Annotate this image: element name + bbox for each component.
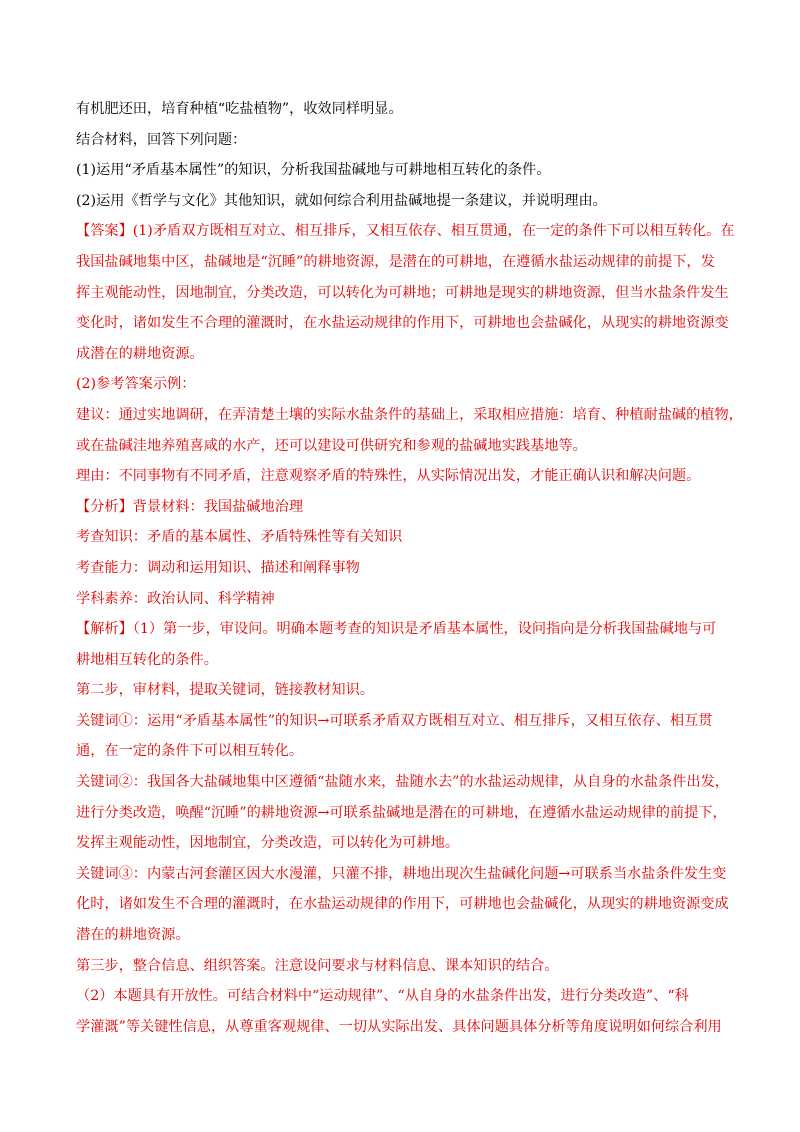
answer-line: 【答案】(1)矛盾双方既相互对立、相互排斥，又相互依存、相互贯通，在一定的条件下可以相互转化。在 (76, 223, 735, 240)
text-line: 结合材料，回答下列问题： (76, 131, 247, 148)
answer-line: 我国盐碱地集中区，盐碱地是“沉睡”的耕地资源，是潜在的可耕地，在遵循水盐运动规律的前提下，发 (76, 253, 715, 270)
explanation-line: （2）本题具有开放性。可结合材料中“运动规律”、“从自身的水盐条件出发，进行分类改造”、“科 (76, 988, 689, 1005)
explanation-line: 第二步，审材料，提取关键词，链接教材知识。 (76, 682, 374, 699)
question-2: (2)运用《哲学与文化》其他知识，就如何综合利用盐碱地提一条建议，并说明理由。 (76, 192, 607, 209)
explanation-line: 【解析】（1）第一步，审设问。明确本题考查的知识是矛盾基本属性，设问指向是分析我国盐碱地与可 (76, 621, 717, 638)
explanation-line: 耕地相互转化的条件。 (76, 651, 218, 668)
analysis-line: 【分析】背景材料：我国盐碱地治理 (76, 498, 304, 515)
analysis-line: 考查知识：矛盾的基本属性、矛盾特殊性等有关知识 (76, 529, 403, 546)
explanation-line: 学灌溉”等关键性信息，从尊重客观规律、一切从实际出发、具体问题具体分析等角度说明如何综合利用 (76, 1018, 722, 1035)
answer-line: 成潜在的耕地资源。 (76, 345, 204, 362)
answer-line: 挥主观能动性，因地制宜，分类改造，可以转化为可耕地；可耕地是现实的耕地资源，但当水盐条件发生 (76, 284, 729, 301)
explanation-line: 通，在一定的条件下可以相互转化。 (76, 743, 304, 760)
explanation-line: 关键词①：运用“矛盾基本属性”的知识→可联系矛盾双方既相互对立、相互排斥，又相互依存、相互贯 (76, 712, 713, 729)
answer-line: 或在盐碱洼地养殖喜咸的水产，还可以建设可供研究和参观的盐碱地实践基地等。 (76, 437, 587, 454)
explanation-line: 发挥主观能动性，因地制宜，分类改造，可以转化为可耕地。 (76, 835, 460, 852)
answer-line: 建议：通过实地调研，在弄清楚土壤的实际水盐条件的基础上，采取相应措施：培育、种植耐盐碱的植物， (76, 406, 743, 423)
explanation-line: 关键词③：内蒙古河套灌区因大水漫灌，只灌不排，耕地出现次生盐碱化问题→可联系当水盐条件发生变 (76, 865, 727, 882)
question-1: (1)运用“矛盾基本属性”的知识，分析我国盐碱地与可耕地相互转化的条件。 (76, 162, 551, 179)
analysis-line: 学科素养：政治认同、科学精神 (76, 590, 275, 607)
answer-line: 变化时，诸如发生不合理的灌溉时，在水盐运动规律的作用下，可耕地也会盐碱化，从现实的耕地资源变 (76, 315, 729, 332)
explanation-line: 进行分类改造，唤醒“沉睡”的耕地资源→可联系盐碱地是潜在的可耕地，在遵循水盐运动规律的前提下， (76, 804, 727, 821)
answer-line: (2)参考答案示例： (76, 376, 196, 393)
analysis-line: 考查能力：调动和运用知识、描述和阐释事物 (76, 559, 360, 576)
explanation-line: 潜在的耕地资源。 (76, 927, 190, 944)
answer-line: 理由：不同事物有不同矛盾，注意观察矛盾的特殊性，从实际情况出发，才能正确认识和解决问题。 (76, 468, 701, 485)
explanation-line: 化时，诸如发生不合理的灌溉时，在水盐运动规律的作用下，可耕地也会盐碱化，从现实的耕地资源变成 (76, 896, 729, 913)
text-line: 有机肥还田，培育种植“吃盐植物”，收效同样明显。 (76, 101, 403, 117)
explanation-line: 第三步，整合信息、组织答案。注意设问要求与材料信息、课本知识的结合。 (76, 957, 559, 974)
explanation-line: 关键词②：我国各大盐碱地集中区遵循“盐随水来，盐随水去”的水盐运动规律，从自身的水盐条件出发， (76, 774, 729, 791)
